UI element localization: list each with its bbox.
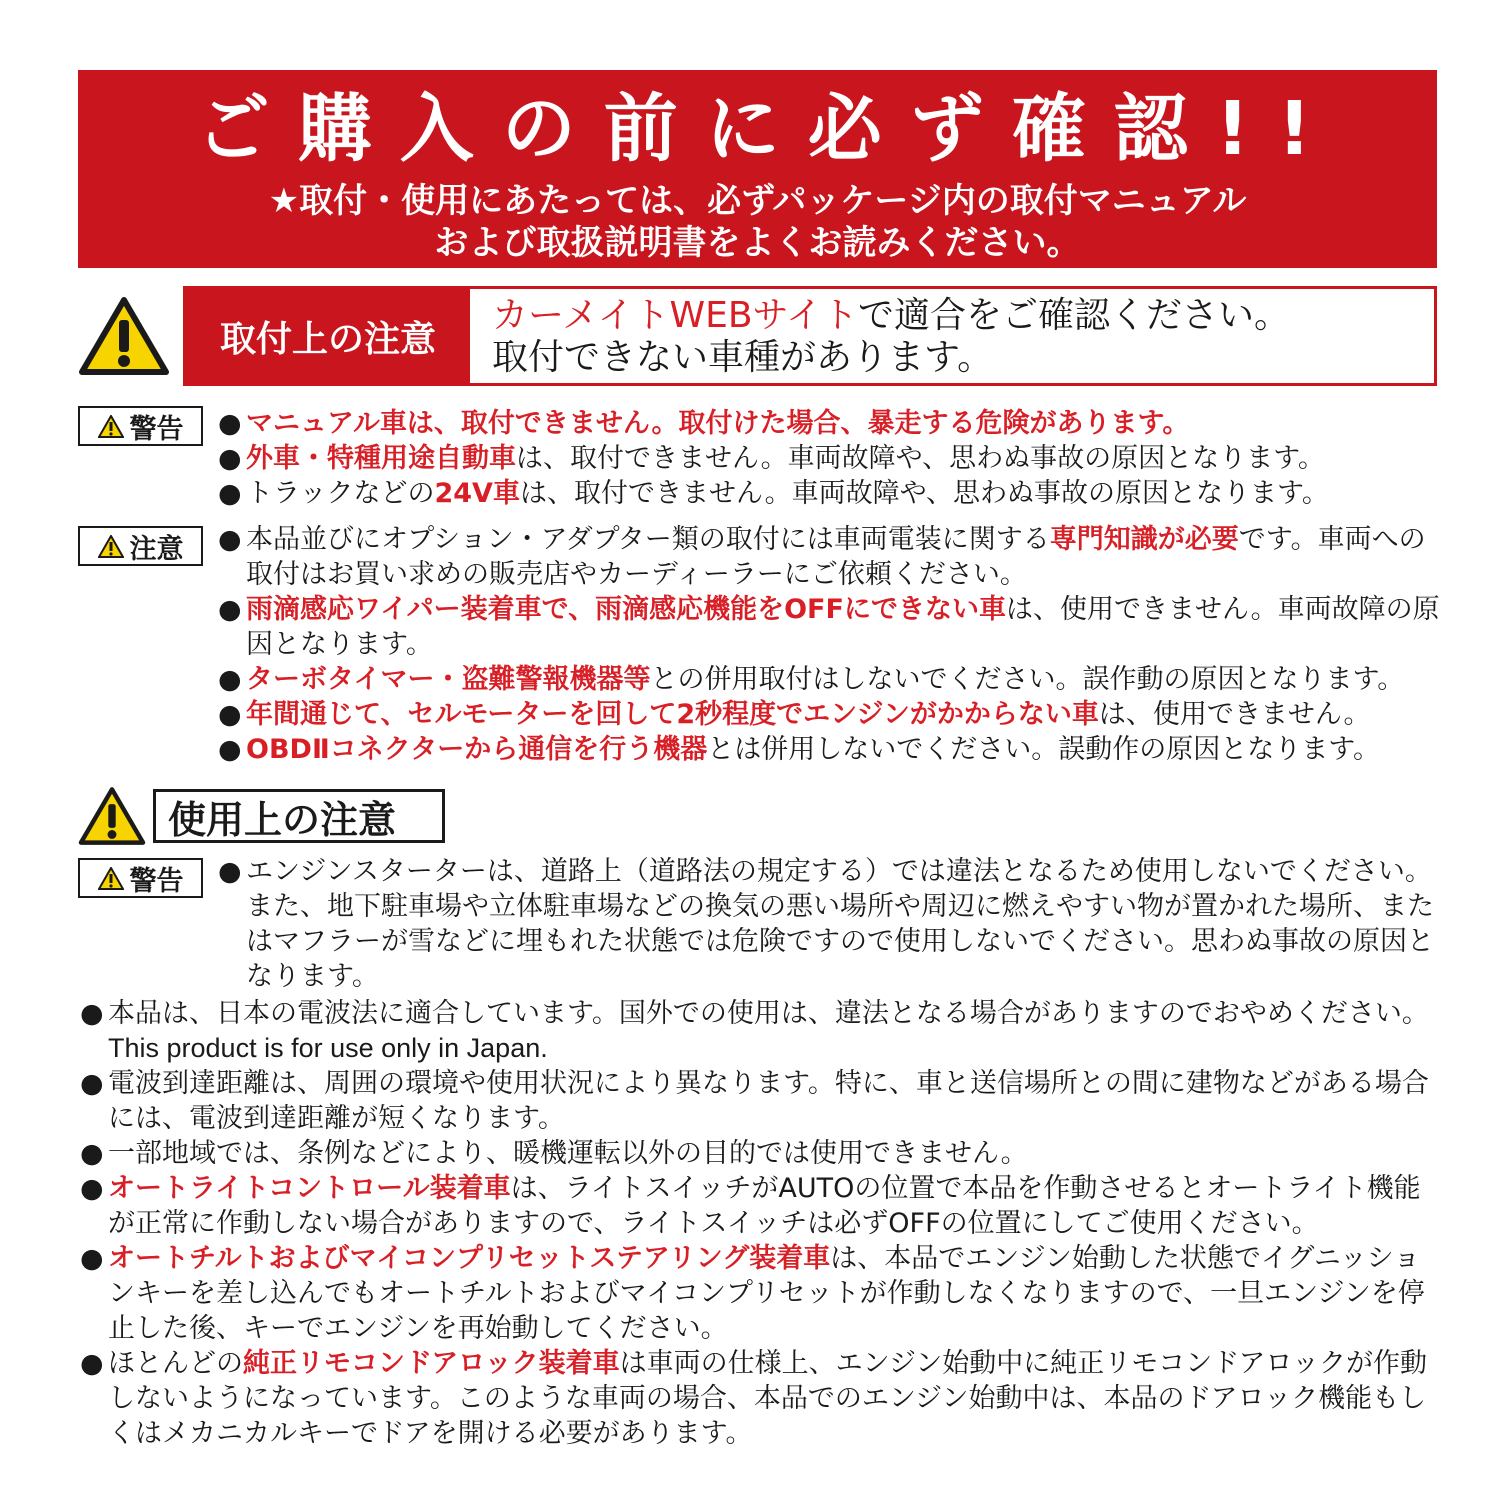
install-cautions-list bbox=[218, 522, 1440, 767]
warning-tag bbox=[78, 406, 203, 446]
usage-caution-heading: 使用上の注意 bbox=[153, 789, 445, 843]
item-text: エンジンスターターは、道路上（道路法の規定する）では違法となるため使用しないでください。また、地下駐車場や立体駐車場などの換気の悪い場所や周辺に燃えやすい物が置かれた場所、またはマフラーが雪などに埋もれた状態では危険ですので使用しないでください。思わぬ事故の原因となります。 bbox=[246, 856, 1434, 992]
item-text: は、本品でエンジン始動した状態でイグニッションキーを差し込んでもオートチルトおよびマイコンプリセットが作動しなくなりますので、一旦エンジンを停止した後、キーでエンジンを再始動してください。 bbox=[108, 1243, 1425, 1344]
list-item bbox=[218, 522, 1440, 592]
usage-warning-text bbox=[218, 854, 1440, 994]
item-highlight: 24V車 bbox=[434, 478, 520, 509]
list-item bbox=[218, 732, 1440, 767]
list-item bbox=[218, 441, 1440, 476]
item-highlight: ターボタイマー・盗難警報機器等 bbox=[246, 664, 651, 695]
item-highlight: 年間通じて、セルモーターを回して2秒程度でエンジンがかからない車 bbox=[246, 699, 1099, 730]
item-text: は、取付できません。車両故障や、思わぬ事故の原因となります。 bbox=[519, 478, 1329, 509]
item-highlight: 外車・特種用途自動車 bbox=[246, 443, 516, 474]
warning-tag-icon bbox=[98, 415, 124, 438]
header-subtitle bbox=[78, 180, 1437, 264]
install-caution-label: 取付上の注意 bbox=[186, 289, 470, 383]
install-caution-box bbox=[183, 286, 1437, 386]
header-banner bbox=[78, 70, 1437, 268]
item-text: 電波到達距離は、周囲の環境や使用状況により異なります。特に、車と送信場所との間に建物などがある場合には、電波到達距離が短くなります。 bbox=[108, 1068, 1429, 1134]
usage-warning-tag-icon bbox=[98, 867, 124, 890]
list-item bbox=[218, 592, 1440, 662]
usage-warning-triangle-icon bbox=[78, 786, 146, 846]
list-item bbox=[80, 1066, 1442, 1136]
item-text: は、使用できません。 bbox=[1098, 699, 1371, 730]
header-sub-line-2: および取扱説明書をよくお読みください。 bbox=[434, 223, 1081, 263]
warning-tag-label: 警告 bbox=[129, 413, 184, 445]
item-text: トラックなどの bbox=[246, 478, 435, 509]
caution-tag-label: 注意 bbox=[129, 533, 184, 565]
carmate-web-link[interactable]: カーメイトWEBサイト bbox=[492, 295, 858, 336]
list-item bbox=[80, 1171, 1442, 1241]
list-item bbox=[218, 854, 1440, 994]
list-item bbox=[218, 697, 1440, 732]
item-highlight: マニュアル車は、取付できません。取付けた場合、暴走する危険があります。 bbox=[246, 408, 1190, 439]
list-item bbox=[80, 1136, 1442, 1171]
usage-notes-list bbox=[80, 996, 1442, 1451]
item-text: 一部地域では、条例などにより、暖機運転以外の目的では使用できません。 bbox=[108, 1138, 1028, 1169]
item-text: とは併用しないでください。誤動作の原因となります。 bbox=[707, 734, 1381, 765]
item-highlight: OBDⅡコネクターから通信を行う機器 bbox=[246, 734, 708, 765]
warning-triangle-icon bbox=[78, 296, 170, 376]
list-item bbox=[80, 996, 1442, 1066]
item-text: ほとんどの bbox=[108, 1348, 243, 1379]
list-item bbox=[218, 476, 1440, 511]
item-highlight: 純正リモコンドアロック装着車 bbox=[243, 1348, 620, 1379]
item-text: 本品は、日本の電波法に適合しています。国外での使用は、違法となる場合がありますのでおやめください。 bbox=[108, 998, 1429, 1029]
usage-warning-tag bbox=[78, 858, 203, 898]
header-sub-line-1: ★取付・使用にあたっては、必ずパッケージ内の取付マニュアル bbox=[268, 181, 1247, 221]
item-highlight: 専門知識が必要 bbox=[1049, 524, 1239, 555]
item-highlight: 雨滴感応ワイパー装着車で、雨滴感応機能をOFFにできない車 bbox=[246, 594, 1006, 625]
item-text: は、使用できません。車両故障の原因となります。 bbox=[246, 594, 1440, 660]
item-text: は、ライトスイッチがAUTOの位置で本品を作動させるとオートライト機能が正常に作動しない場合がありますので、ライトスイッチは必ずOFFの位置にしてご使用ください。 bbox=[108, 1173, 1421, 1239]
list-item bbox=[218, 406, 1440, 441]
item-text: 本品並びにオプション・アダプター類の取付には車両電装に関する bbox=[246, 524, 1050, 555]
list-item bbox=[80, 1241, 1442, 1346]
install-msg-line1: で適合をご確認ください。 bbox=[858, 295, 1291, 336]
install-msg-line2: 取付できない車種があります。 bbox=[492, 337, 994, 378]
caution-tag-icon bbox=[98, 535, 124, 558]
item-highlight: オートチルトおよびマイコンプリセットステアリング装着車 bbox=[108, 1243, 831, 1274]
usage-warning-tag-label: 警告 bbox=[129, 865, 184, 897]
item-text: です。車両への取付はお買い求めの販売店やカーディーラーにご依頼ください。 bbox=[246, 524, 1426, 590]
item-text: との併用取付はしないでください。誤作動の原因となります。 bbox=[650, 664, 1405, 695]
list-item bbox=[80, 1346, 1442, 1451]
install-caution-message bbox=[492, 295, 1290, 379]
list-item bbox=[218, 662, 1440, 697]
item-highlight: オートライトコントロール装着車 bbox=[108, 1173, 511, 1204]
header-title: ご購入の前に必ず確認!! bbox=[195, 86, 1340, 172]
item-english-text: This product is for use only in Japan. bbox=[108, 1033, 548, 1063]
caution-tag bbox=[78, 526, 203, 566]
item-text: は車両の仕様上、エンジン始動中に純正リモコンドアロックが作動しないようになっています。このような車両の場合、本品でのエンジン始動中は、本品のドアロック機能もしくはメカニカルキーでドアを開ける必要があります。 bbox=[108, 1348, 1427, 1449]
install-warnings-list bbox=[218, 406, 1440, 511]
item-text: は、取付できません。車両故障や、思わぬ事故の原因となります。 bbox=[516, 443, 1325, 474]
